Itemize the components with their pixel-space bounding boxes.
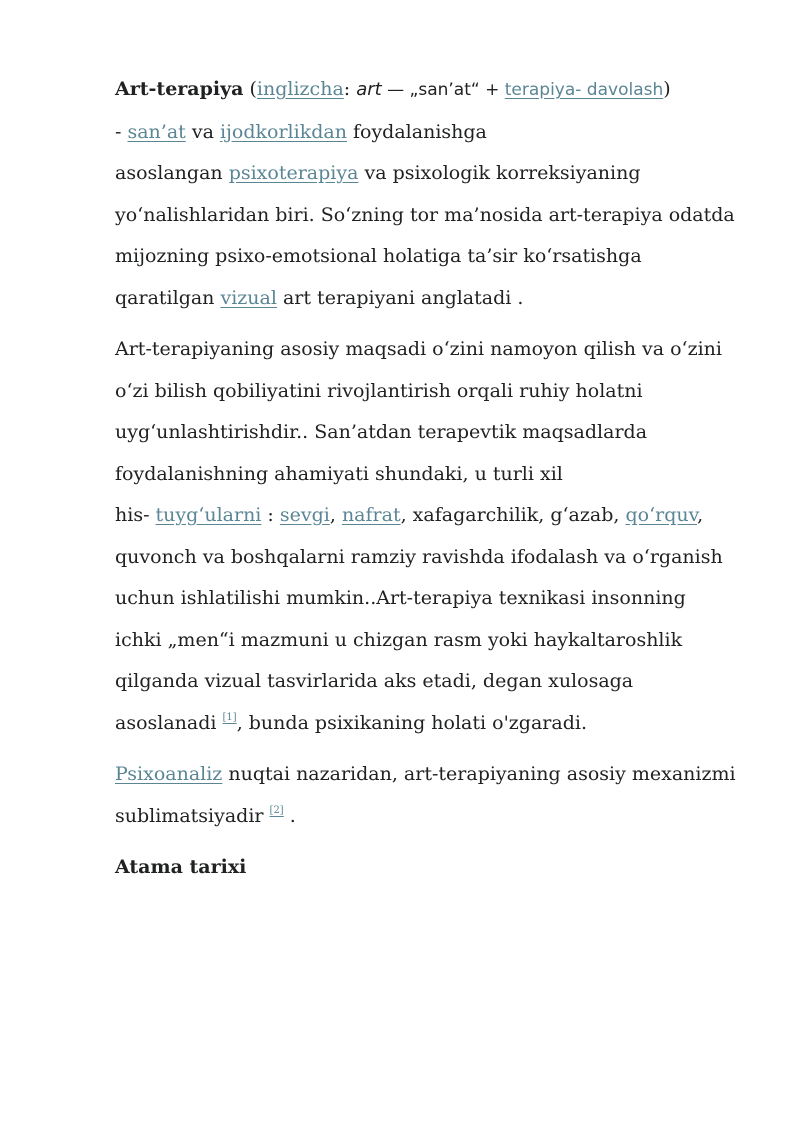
text: — „san’at“ +: [381, 80, 505, 100]
article-body: [115, 69, 755, 889]
article-title: Art-terapiya: [115, 78, 244, 100]
reference-link-1[interactable]: [1]: [222, 711, 237, 723]
text: o‘zi bilish qobiliyatini rivojlantirish orqali ruhiy holatni: [115, 379, 643, 402]
paragraph-psychoanalysis: [115, 754, 755, 837]
link-inglizcha[interactable]: inglizcha: [256, 78, 344, 100]
link-vizual[interactable]: vizual: [220, 286, 277, 309]
text: quvonch va boshqalarni ramziy ravishda ifodalash va o‘rganish: [115, 545, 723, 568]
term-art: art: [356, 79, 382, 100]
text: asoslanadi: [115, 711, 223, 734]
text: his-: [115, 504, 156, 526]
link-sanat[interactable]: san’at: [127, 120, 186, 143]
text: , xafagarchilik, g‘azab,: [400, 504, 626, 526]
text: .: [283, 804, 296, 827]
text: nuqtai nazaridan, art-terapiyaning asosiy mexanizmi: [222, 763, 736, 785]
text: uyg‘unlashtirishdir.. San’atdan terapevtik maqsadlarda: [115, 421, 648, 443]
text: asoslangan: [115, 162, 229, 184]
text: ,: [329, 504, 342, 526]
link-nafrat[interactable]: nafrat: [341, 504, 401, 526]
text: uchun ishlatilishi mumkin..Art-terapiya texnikasi insonning: [115, 587, 686, 609]
link-ijodkorlik[interactable]: ijodkorlikdan: [219, 120, 347, 143]
reference-2: [270, 805, 284, 816]
paragraph-goal: [115, 329, 755, 744]
text: , bunda psixikaning holati o'zgaradi.: [236, 711, 587, 734]
text: art terapiyani anglatadi .: [276, 286, 524, 309]
text: va: [185, 120, 220, 143]
text: sublimatsiyadir: [115, 804, 270, 827]
link-tuygular[interactable]: tuyg‘ularni: [155, 504, 262, 526]
text: va psixologik korreksiyaning: [358, 162, 641, 184]
text: :: [261, 504, 280, 526]
section-heading: Atama tarixi: [115, 856, 247, 878]
text: yo‘nalishlaridan biri. So‘zning tor ma’nosida art-terapiya odatda: [115, 203, 735, 226]
text: -: [115, 120, 128, 143]
text: ,: [697, 504, 704, 526]
reference-1: [223, 712, 237, 723]
text: qilganda vizual tasvirlarida aks etadi, degan xulosaga: [115, 670, 634, 692]
text: ichki „men“i mazmuni u chizgan rasm yoki haykaltaroshlik: [115, 628, 683, 651]
text: foydalanishning ahamiyati shundaki, u turli xil: [115, 462, 563, 485]
text: Art-terapiyaning asosiy maqsadi o‘zini namoyon qilish va o‘zini: [115, 338, 722, 360]
text: (: [243, 78, 257, 100]
link-sevgi[interactable]: sevgi: [279, 504, 330, 526]
link-terapiya[interactable]: terapiya- davolash: [504, 80, 664, 100]
paragraph-intro: [115, 69, 755, 319]
link-qorquv[interactable]: qo‘rquv: [625, 504, 698, 526]
reference-link-2[interactable]: [2]: [269, 804, 284, 816]
link-psixoanaliz[interactable]: Psixoanaliz: [115, 763, 223, 785]
link-psixoterapiya[interactable]: psixoterapiya: [228, 162, 359, 184]
text: :: [343, 78, 357, 100]
text: mijozning psixo-emotsional holatiga ta’sir ko‘rsatishga: [115, 245, 642, 267]
text: foydalanishga: [346, 120, 487, 143]
text: qaratilgan: [115, 286, 221, 309]
text: ): [663, 78, 671, 100]
